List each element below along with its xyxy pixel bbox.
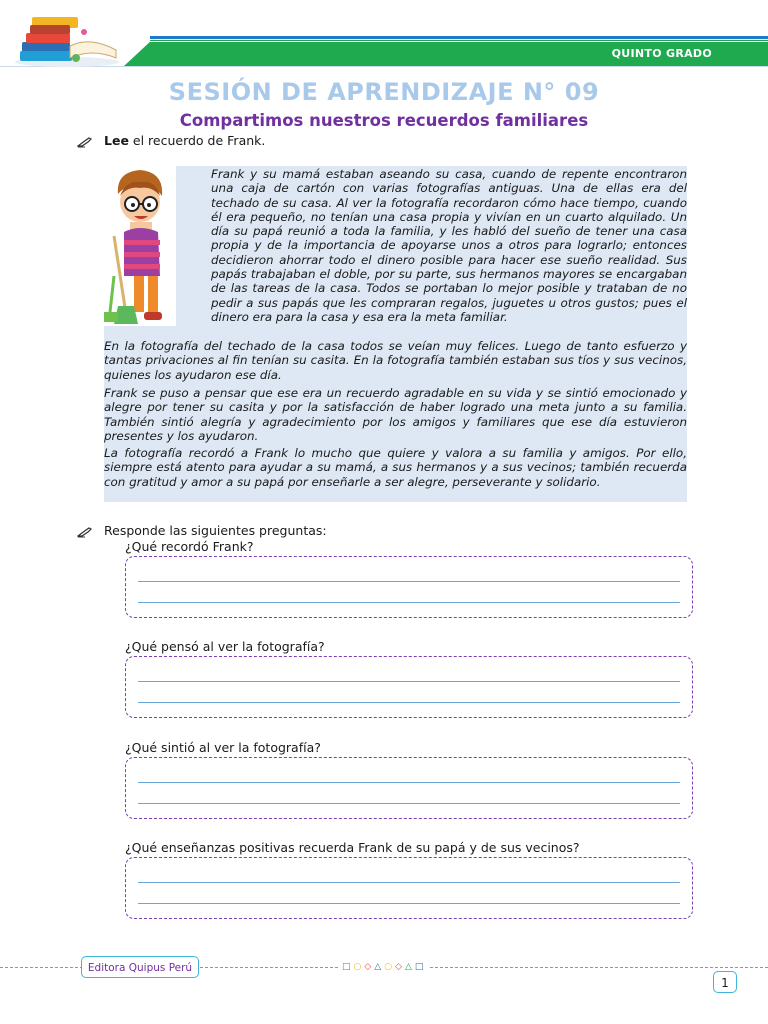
instruction-verb: Lee	[104, 133, 129, 148]
answer-line	[138, 803, 680, 804]
header-top-line	[150, 36, 768, 39]
question-3: ¿Qué sintió al ver la fotografía?	[125, 740, 321, 755]
answer-line	[138, 681, 680, 682]
publisher-label: Editora Quipus Perú	[81, 956, 199, 978]
answer-line	[138, 581, 680, 582]
boy-sweeping-illustration	[104, 166, 176, 326]
answer-line	[138, 782, 680, 783]
books-logo-icon	[12, 12, 122, 68]
instruction-rest: el recuerdo de Frank.	[128, 133, 266, 148]
answer-line	[138, 903, 680, 904]
reading-instruction	[104, 133, 265, 148]
writing-hand-icon	[77, 526, 93, 538]
page-subtitle: Compartimos nuestros recuerdos familiares	[179, 111, 589, 130]
story-paragraph: Frank se puso a pensar que ese era un recuerdo agradable en su vida y se sintió emocionado y alegre por tener su casita y por la satisfacción de haber logrado una meta junto a su familia. También sintió alegría y agradecimiento por los amigos y familiares que ese día estuvieron presentes y los ayudaron.	[104, 386, 687, 443]
answer-box-3[interactable]	[125, 757, 693, 819]
illustration-panel	[104, 166, 176, 326]
page-title: SESIÓN DE APRENDIZAJE N° 09	[168, 78, 600, 106]
answer-line	[138, 882, 680, 883]
question-2: ¿Qué pensó al ver la fotografía?	[125, 639, 325, 654]
header-thin-line	[150, 40, 768, 41]
question-4: ¿Qué enseñanzas positivas recuerda Frank de su papá y de sus vecinos?	[125, 840, 580, 855]
questions-instruction: Responde las siguientes preguntas:	[104, 523, 327, 538]
decorative-shapes-icon: □○◇△○◇△□	[342, 962, 427, 972]
answer-line	[138, 702, 680, 703]
story-paragraph: Frank y su mamá estaban aseando su casa, cuando de repente encontraron una caja de cartón con varias fotografías antiguas. Una de ellas era del techado de su casa. Al ver la fotografía recordaron cómo hace tiempo, cuando él era pequeño, no tenían una casa propia y vivían en un cuarto alquilado. Un día su papá reunió a toda la familia, y les habló del sueño de tener una casa propia y de la importancia de apoyarse unos a otros para lograrlo; entonces decidieron ahorrar todo el dinero posible para hacer ese sueño realidad. Sus papás trabajaban el doble, por su parte, sus hermanos mayores se encargaban de las tareas de la casa. Todos se portaban lo mejor posible y trataban de no pedir a sus papás que les compraran regalos, juguetes u otros gustos; pues el dinero era para la casa y esa era la meta familiar.	[211, 167, 687, 324]
writing-hand-icon	[77, 136, 93, 148]
answer-box-1[interactable]	[125, 556, 693, 618]
story-paragraph: La fotografía recordó a Frank lo mucho que quiere y valora a su familia y amigos. Por ello, siempre está atento para ayudar a su mamá, a sus hermanos y a sus vecinos; también recuerda con gratitud y amor a su papá por enseñarle a ser alegre, perseverante y solidario.	[104, 446, 687, 489]
answer-box-4[interactable]	[125, 857, 693, 919]
story-paragraph: En la fotografía del techado de la casa todos se veían muy felices. Luego de tanto esfuerzo y tantas privaciones al fin tenían su casita. En la fotografía también estaban sus tíos y sus vecinos, quienes los ayudaron ese día.	[104, 339, 687, 382]
page-number: 1	[713, 971, 737, 993]
grade-label: QUINTO GRADO	[611, 47, 712, 60]
answer-box-2[interactable]	[125, 656, 693, 718]
question-1: ¿Qué recordó Frank?	[125, 539, 254, 554]
answer-line	[138, 602, 680, 603]
